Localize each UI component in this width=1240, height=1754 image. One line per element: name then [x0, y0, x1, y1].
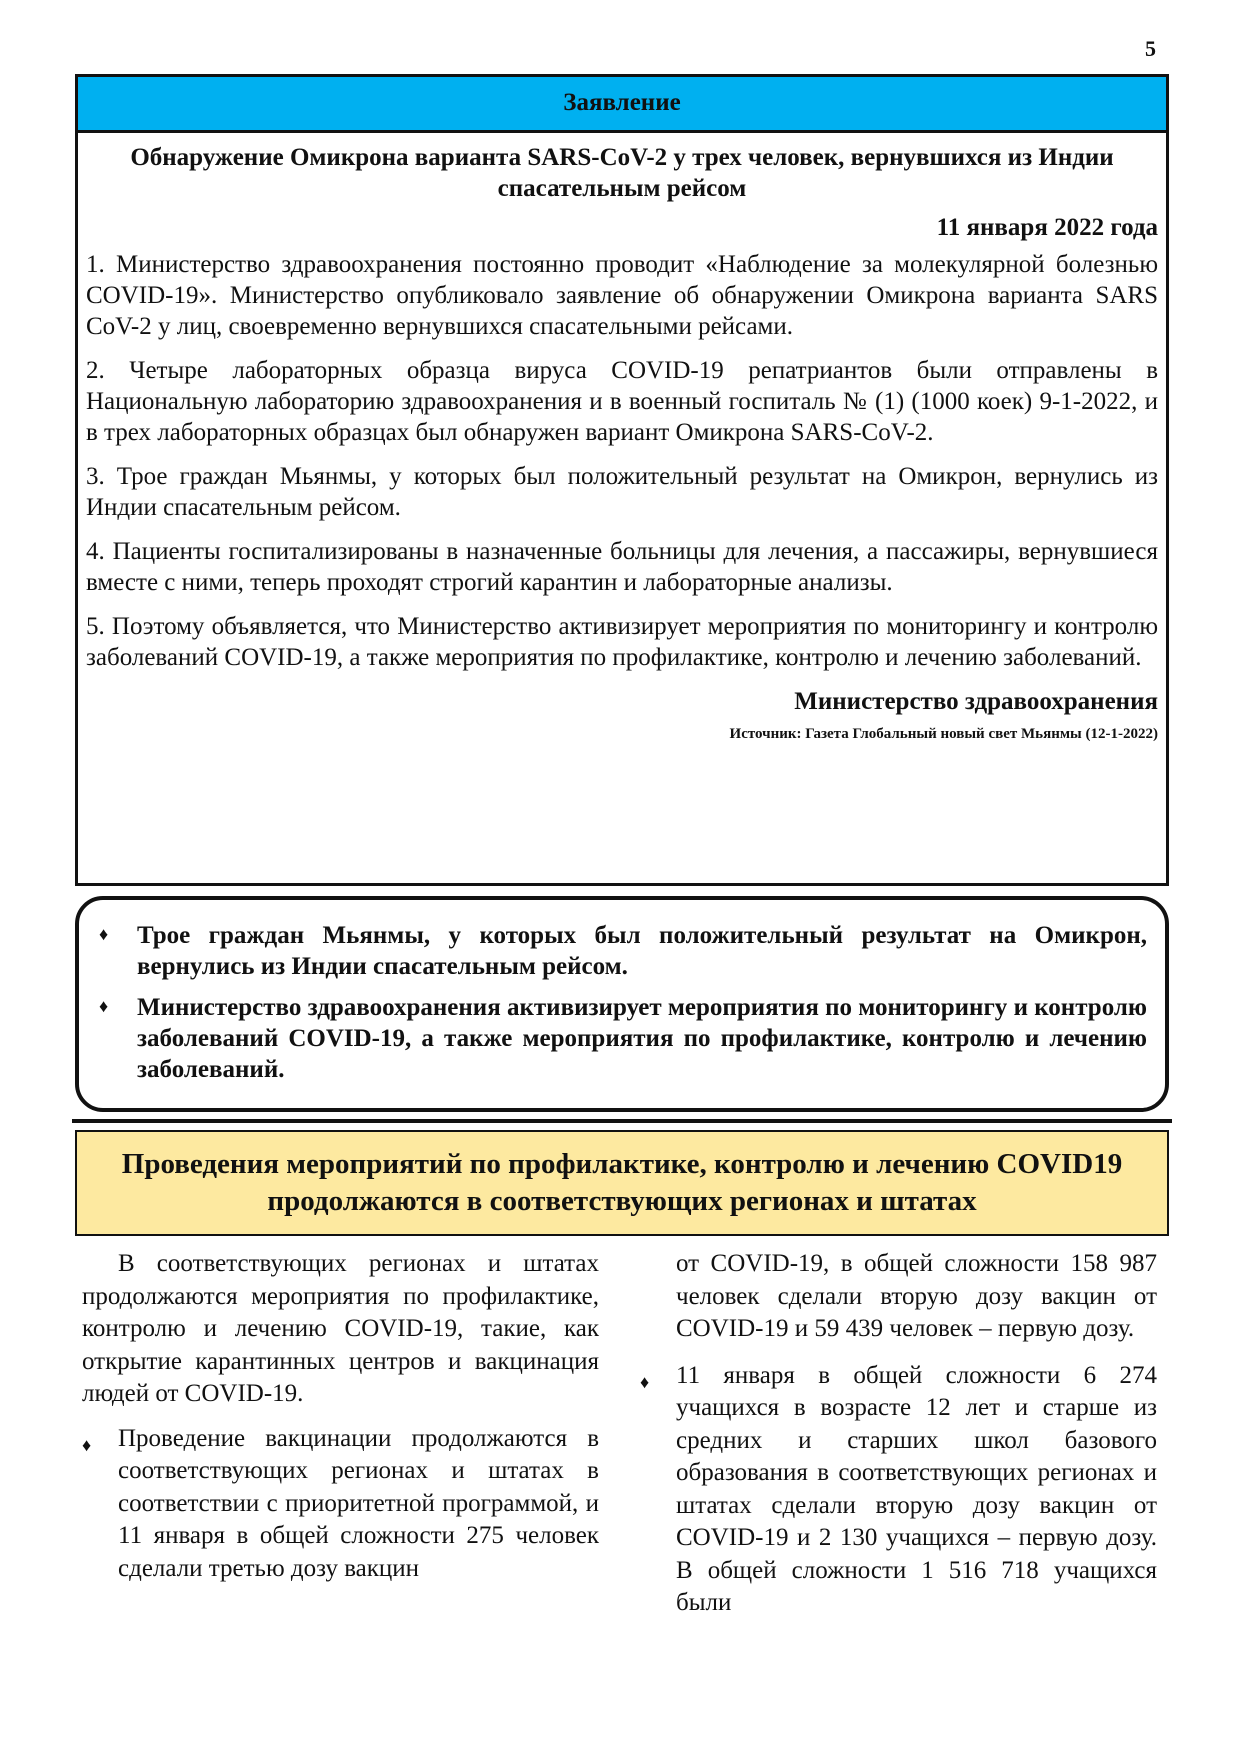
statement-paragraph-2: 2. Четыре лабораторных образца вируса COVID-19 репатриантов были отправлены в Национальную лабораторию здравоохранения и в военный госпиталь № (1) (1000 коек) 9-1-2022, и в трех лабораторных образцах был обнаружен вариант Омикрона SARS-CoV-2.: [86, 357, 1158, 446]
statement-signature: Министерство здравоохранения: [794, 688, 1158, 715]
page-number: 5: [1145, 36, 1156, 61]
summary-text-2: Министерство здравоохранения активизирует мероприятия по мониторингу и контролю заболеваний COVID-19, а также мероприятия по профилактике, контролю и лечению заболеваний.: [137, 994, 1147, 1083]
summary-item: [99, 992, 1147, 1085]
diamond-bullet-icon: ♦: [640, 1371, 650, 1392]
article-bullet: [640, 1360, 1157, 1620]
statement-paragraph-3: 3. Трое граждан Мьянмы, у которых был положительный результат на Омикрон, вернулись из Индии спасательным рейсом.: [86, 463, 1158, 521]
statement-paragraph-1: 1. Министерство здравоохранения постоянно проводит «Наблюдение за молекулярной болезнью COVID-19». Министерство опубликовало заявление об обнаружении Омикрона варианта SARS CoV-2 у лиц, своевременно вернувшихся спасательными рейсами.: [86, 251, 1158, 340]
statement-body: [78, 133, 1166, 745]
statement-paragraph-4: 4. Пациенты госпитализированы в назначенные больницы для лечения, а пассажиры, вернувшиеся вместе с ними, теперь проходят строгий карантин и лабораторные анализы.: [86, 538, 1158, 596]
diamond-bullet-icon: ♦: [99, 996, 109, 1016]
article-bullet-2: 11 января в общей сложности 6 274 учащихся в возрасте 12 лет и старше из средних и старших школ базового образования в соответствующих регионах и штатах сделали вторую дозу вакцин от COVID-19 и 2 130 учащихся – первую дозу. В общей сложности 1 516 718 учащихся были: [676, 1361, 1157, 1616]
statement-paragraph-5: 5. Поэтому объявляется, что Министерство активизирует мероприятия по мониторингу и контролю заболеваний COVID-19, а также мероприятия по профилактике, контролю и лечению заболеваний.: [86, 613, 1158, 671]
article-column-left: [82, 1248, 599, 1597]
statement-header: Заявление: [78, 77, 1166, 133]
section-divider: [72, 1119, 1172, 1123]
article-intro: В соответствующих регионах и штатах продолжаются мероприятия по профилактике, контролю и лечению COVID-19, такие, как открытие карантинных центров и вакцинация людей от COVID-19.: [82, 1250, 599, 1407]
summary-box: [75, 896, 1169, 1112]
headline-box: [75, 1130, 1169, 1236]
statement-date: 11 января 2022 года: [936, 214, 1158, 241]
article-headline: Проведения мероприятий по профилактике, контролю и лечению COVID19 продолжаются в соответствующих регионах и штатах: [121, 1148, 1123, 1217]
statement-box: [75, 74, 1169, 886]
statement-title: Обнаружение Омикрона варианта SARS-CoV-2 у трех человек, вернувшихся из Индии спасательным рейсом: [130, 144, 1114, 202]
diamond-bullet-icon: ♦: [82, 1434, 92, 1455]
article-bullet: [82, 1423, 599, 1586]
article-bullet-1-continued: от COVID-19, в общей сложности 158 987 человек сделали вторую дозу вакцин от COVID-19 и 59 439 человек – первую дозу.: [676, 1250, 1157, 1342]
summary-item: [99, 920, 1147, 982]
statement-source: Источник: Газета Глобальный новый свет Мьянмы (12-1-2022): [729, 726, 1158, 742]
article-column-right: [640, 1248, 1157, 1632]
article-bullet-1: Проведение вакцинации продолжаются в соответствующих регионах и штатах в соответствии с приоритетной программой, и 11 января в общей сложности 275 человек сделали третью дозу вакцин: [118, 1424, 599, 1582]
diamond-bullet-icon: ♦: [99, 924, 109, 944]
summary-text-1: Трое граждан Мьянмы, у которых был положительный результат на Омикрон, вернулись из Индии спасательным рейсом.: [137, 922, 1147, 980]
